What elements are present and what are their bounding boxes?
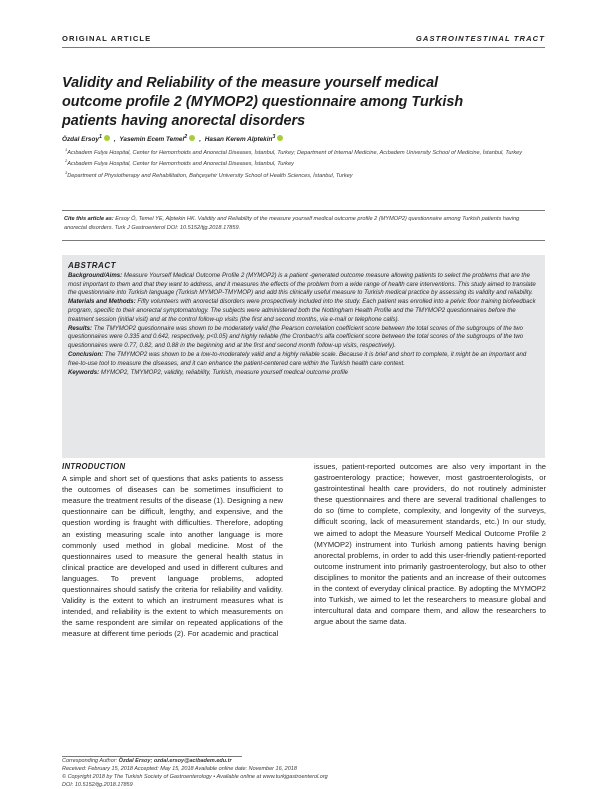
corresponding-author <box>62 757 482 765</box>
author-separator: , <box>199 136 201 144</box>
affiliation-sup: 3 <box>65 169 68 175</box>
article-dates: Received: February 15, 2018 Accepted: May 15, 2018 Available online date: November 16, 2018 <box>62 766 297 772</box>
author-name: Özdal Ersoy <box>62 136 99 144</box>
corresponding-name[interactable]: Özdal Ersoy; ozdal.ersoy@acibadem.edu.tr <box>118 758 232 764</box>
affiliation-text: Acıbadem Fulya Hospital, Center for Hemorrhoids and Anorectal Diseases, İstanbul, Turkey; Department of Internal Medicine, Acıbadem University School of Medicine, İstanbul, Turkey <box>67 149 523 156</box>
affiliation-sup: 2 <box>65 158 68 164</box>
section-label: Keywords: <box>68 368 100 376</box>
header-divider <box>62 47 545 48</box>
citation-text: Ersoy Ö, Temel YE, Alptekin HK. Validity and Reliability of the measure yourself medical outcome profile 2 (MYMOP2) questionnaire among Turkish patients having anorectal disorders. Turk J Gastroenterol DOI: 10.5152/tjg.2018.17859. <box>64 216 520 231</box>
section-text: Fifty volunteers with anorectal disorders were prospectively included into the study. Each patient was enrolled into a pelvic floor training biofeedback program, specific to their anorectal symptomatology. The subjects were administered both the Nottingham Health Profile and the TMYMOP2 questionnaires before the treatment session (initial visit) and at the control follow-up visits (the first and second months, via e-mail or telephone calls). <box>68 298 536 323</box>
affiliation-text: Acıbadem Fulya Hospital, Center for Hemorrhoids and Anorectal Diseases, İstanbul, Turkey <box>67 161 294 168</box>
introduction-heading: INTRODUCTION <box>62 462 126 471</box>
section-text: Measure Yourself Medical Outcome Profile 2 (MYMOP2) is a patient -generated outcome measure allowing patients to select the problems that are the most important to them and that they want to address, and it measures the effects of the problem from a wide range of health care interventions. This study aimed to translate the questionnaire into Turkish language (Turkish MYMOP-TMYMOP) and add this clinically useful measure to Turkish medical practice by assessing its validity and reliability. <box>68 272 536 297</box>
author-name: Hasan Kerem Alptekin <box>204 136 273 144</box>
orcid-icon[interactable] <box>104 135 110 141</box>
author-separator: , <box>113 136 116 144</box>
section-text: The TMYMOP2 questionnaire was shown to be moderately valid (the Pearson correlation coefficient score between the total scores of the subgroups of the two questionnaires were 0.335 and 0.642, respectively, p<0.05) and highly reliable (the Cronbach's alfa coefficient score between the total scores of the subgroups of the two questionnaires were 0.77, 0.82, and 0.88 in the beginning and at the first and second month follow-up visits, respectively). <box>68 324 524 349</box>
article-title: Validity and Reliability of the measure yourself medical outcome profile 2 (MYMOP2) questionnaire among Turkish patients having anorectal disorders <box>62 75 464 129</box>
orcid-icon[interactable] <box>189 135 195 141</box>
author-list <box>62 134 552 143</box>
author-affil-sup: 2 <box>184 134 188 140</box>
body-column-left <box>62 461 283 640</box>
affiliation <box>62 146 552 157</box>
article-footer <box>62 757 482 789</box>
affiliation-list <box>62 146 552 180</box>
section-label: Materials and Methods: <box>68 298 136 306</box>
section-label: Results: <box>68 324 93 332</box>
journal-section: GASTROINTESTINAL TRACT <box>415 34 545 43</box>
doi-line[interactable]: DOI: 10.5152/tjg.2018.17859 <box>62 782 133 788</box>
copyright-line: © Copyright 2018 by The Turkish Society of Gastroenterology • Available online at www.turkjgastroenterol.org <box>62 774 328 780</box>
corresponding-label: Corresponding Author: <box>62 758 119 764</box>
running-header <box>62 34 545 46</box>
abstract-conclusion <box>68 351 539 368</box>
affiliation <box>62 157 552 168</box>
section-label: Conclusion: <box>68 351 104 359</box>
body-column-right <box>314 461 546 627</box>
author-affil-sup: 1 <box>98 134 102 140</box>
abstract-heading: ABSTRACT <box>68 261 116 270</box>
section-text: The TMYMOP2 was shown to be a low-to-moderately valid and a highly reliable scale. Because it is brief and short to complete, it might be an important and free-to-use tool to measure the diseases, and it can enhance the patient-centered care within the Turkish health care context. <box>68 351 527 367</box>
abstract-keywords <box>68 369 539 378</box>
citation-label: Cite this article as: <box>64 216 114 222</box>
author-affil-sup: 3 <box>272 134 276 140</box>
abstract-background <box>68 272 539 298</box>
abstract-box <box>62 255 545 458</box>
citation-box <box>62 210 545 241</box>
article-type: ORIGINAL ARTICLE <box>62 34 152 43</box>
abstract-results <box>68 325 539 351</box>
introduction-paragraph: A simple and short set of questions that asks patients to assess the outcomes of diseases can be sometimes insufficient to measure the treatment results of the disease (1). Designing a new questionnaire can be difficult, lengthy, and expensive, and the question wording is fraught with difficulties. Therefore, adopting an existing measuring scale into another language is more commonly used method in global medicine. Most of the questionnaires used to measure the general health status in clinical practice are developed and used in different cultures and languages. To prevent language problems, adopted questionnaires should satisfy the criteria for reliability and validity. Validity is the extent to which an instrument measures what is intended, and reliability is the extent to which measurements on the same respondent are similar on repeated applications of the measure at different time periods (2). For academic and practical <box>62 474 283 639</box>
abstract-methods <box>68 298 539 324</box>
affiliation-sup: 1 <box>65 147 68 152</box>
affiliation-text: Department of Physiotherapy and Rehabilitation, Bahçeşehir University School of Health Sciences, İstanbul, Turkey <box>67 172 353 179</box>
introduction-paragraph-continued: issues, patient-reported outcomes are also very important in the gastroenterology practice; however, most gastroenterologists, or gastrointestinal health care providers, do not routinely administer these questionnaires and there are several traditional challenges to do so (time to complete, complexity, and longevity of the surveys, difficult scoring, lack of measurement standards, etc.) In our study, we aimed to adopt the Measure Yourself Medical Outcome Profile 2 (MYMOP2) instrument into Turkish among patients having benign anorectal problems, in order to add this user-friendly patient-reported outcome instrument into primarily gastroenterology, but also to other disciplines to monitor the patients and an increase of their outcomes in the context of everyday clinical practice. By adopting the MYMOP2 into Turkish, we aimed to let the researchers to measure global and intercultural data and compare them, and allow the researchers to argue about the same data. <box>314 462 546 627</box>
author-name: Yasemin Ecem Temel <box>119 136 185 144</box>
section-text: MYMOP2, TMYMOP2, validity, reliability, Turkish, measure yourself medical outcome profile <box>99 368 349 376</box>
section-label: Background/Aims: <box>68 272 123 279</box>
affiliation <box>62 169 552 180</box>
orcid-icon[interactable] <box>277 135 283 141</box>
